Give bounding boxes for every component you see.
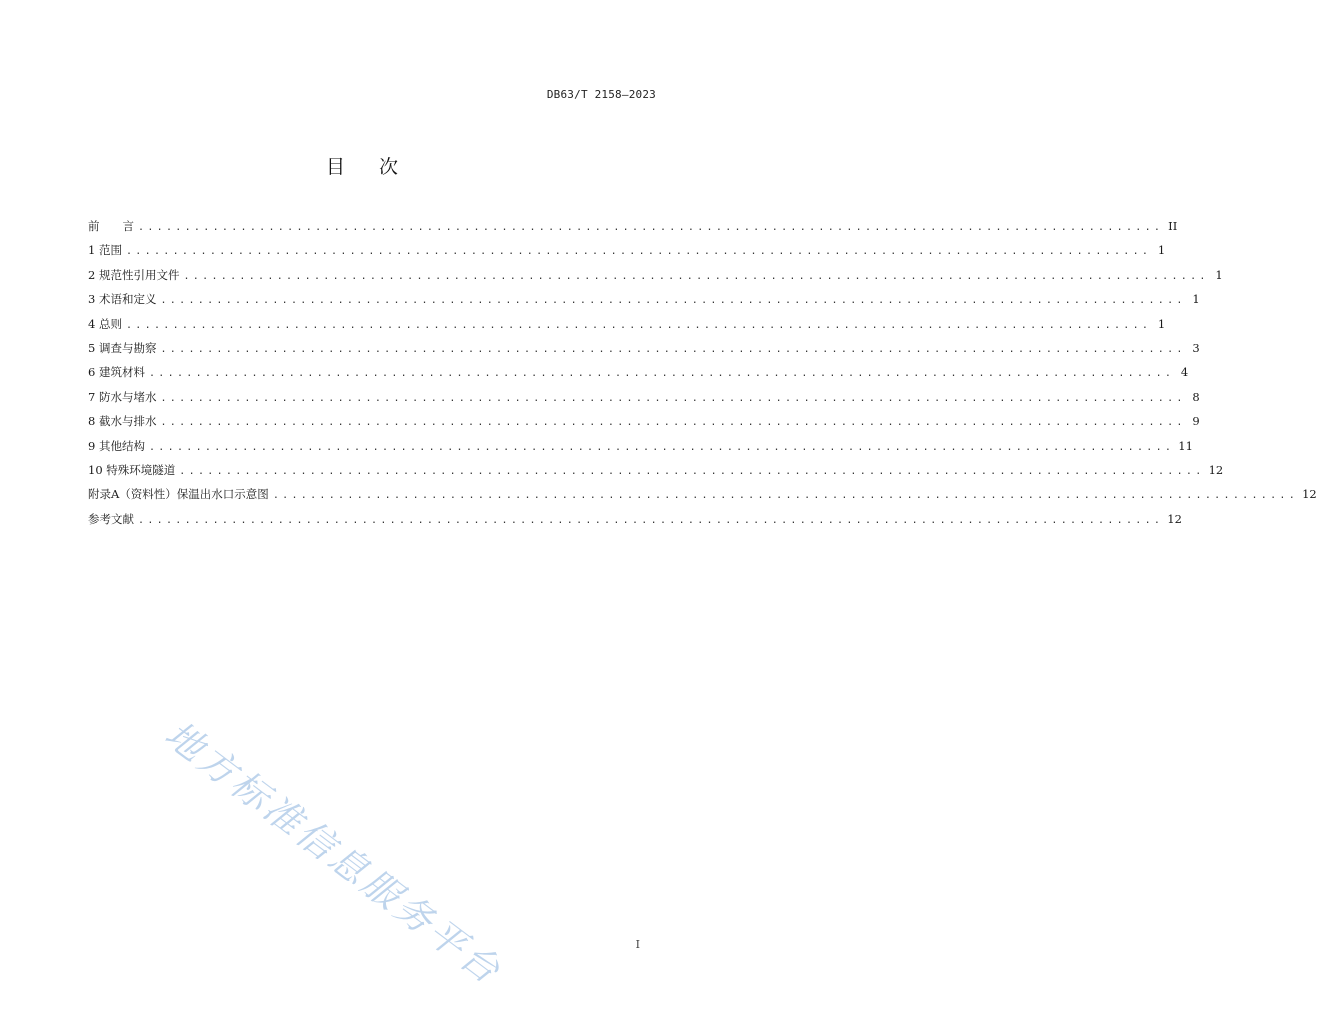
toc-leader-dots: .............................................................................................................. xyxy=(160,392,1186,404)
toc-entry-label: 10 特殊环境隧道 xyxy=(88,462,176,477)
toc-entry-label: 4 总则 xyxy=(88,316,122,331)
toc-entry-investigation[interactable] xyxy=(88,340,1200,364)
toc-entry-page: 8 xyxy=(1192,389,1200,404)
toc-entry-page: 1 xyxy=(1157,316,1166,331)
toc-entry-label: 6 建筑材料 xyxy=(88,365,145,380)
toc-entry-page: 9 xyxy=(1192,414,1200,429)
toc-entry-normative-references[interactable] xyxy=(88,267,1223,291)
toc-leader-dots: .............................................................................................................. xyxy=(272,490,1299,502)
toc-entry-other-structures[interactable] xyxy=(88,438,1193,462)
toc-entry-page: 3 xyxy=(1192,340,1200,355)
toc-entry-page: 11 xyxy=(1178,438,1193,453)
toc-entry-drainage[interactable] xyxy=(88,413,1200,437)
toc-entry-label: 附录A（资料性）保温出水口示意图 xyxy=(88,487,269,502)
toc-entry-materials[interactable] xyxy=(88,364,1189,388)
toc-entry-waterproofing[interactable] xyxy=(88,389,1200,413)
watermark-text: 地方标准信息服务平台 xyxy=(156,712,511,994)
toc-leader-dots: .............................................................................................................. xyxy=(138,222,1164,233)
toc-entry-general[interactable] xyxy=(88,316,1166,340)
toc-entry-label: 前 言 xyxy=(88,219,134,233)
table-of-contents xyxy=(88,218,1317,535)
toc-leader-dots: .............................................................................................................. xyxy=(138,514,1164,526)
toc-entry-appendix-a[interactable] xyxy=(88,486,1317,510)
toc-entry-terms[interactable] xyxy=(88,291,1200,315)
toc-entry-page: 1 xyxy=(1215,267,1223,282)
toc-entry-special-tunnels[interactable] xyxy=(88,462,1224,486)
toc-leader-dots: .............................................................................................................. xyxy=(125,246,1152,258)
toc-entry-label: 2 规范性引用文件 xyxy=(88,267,180,282)
toc-leader-dots: .............................................................................................................. xyxy=(160,343,1186,355)
toc-entry-page: 1 xyxy=(1192,292,1200,307)
toc-entry-page: 12 xyxy=(1167,511,1182,526)
toc-title: 目次 xyxy=(325,156,432,178)
toc-entry-label: 参考文献 xyxy=(88,511,134,526)
toc-entry-page: 4 xyxy=(1180,365,1189,380)
toc-entry-scope[interactable] xyxy=(88,242,1166,266)
toc-entry-page: 1 xyxy=(1157,243,1166,258)
toc-leader-dots: .............................................................................................................. xyxy=(148,441,1175,453)
toc-leader-dots: .............................................................................................................. xyxy=(148,368,1175,380)
toc-entry-label: 1 范围 xyxy=(88,243,122,258)
toc-entry-foreword[interactable] xyxy=(88,218,1178,242)
toc-entry-page: II xyxy=(1168,219,1178,233)
toc-entry-label: 3 术语和定义 xyxy=(88,292,157,307)
toc-leader-dots: .............................................................................................................. xyxy=(160,295,1186,307)
toc-entry-label: 8 截水与排水 xyxy=(88,414,157,429)
page-number: I xyxy=(635,938,640,951)
toc-entry-label: 9 其他结构 xyxy=(88,438,145,453)
toc-entry-page: 12 xyxy=(1302,487,1317,502)
toc-leader-dots: .............................................................................................................. xyxy=(183,270,1209,282)
toc-entry-label: 7 防水与堵水 xyxy=(88,389,157,404)
toc-entry-bibliography[interactable] xyxy=(88,511,1182,535)
document-code: DB63/T 2158—2023 xyxy=(546,88,656,101)
toc-leader-dots: .............................................................................................................. xyxy=(125,319,1152,331)
toc-entry-page: 12 xyxy=(1208,462,1224,477)
toc-entry-label: 5 调查与勘察 xyxy=(88,340,157,355)
toc-leader-dots: .............................................................................................................. xyxy=(160,417,1186,429)
toc-leader-dots: .............................................................................................................. xyxy=(179,465,1205,477)
